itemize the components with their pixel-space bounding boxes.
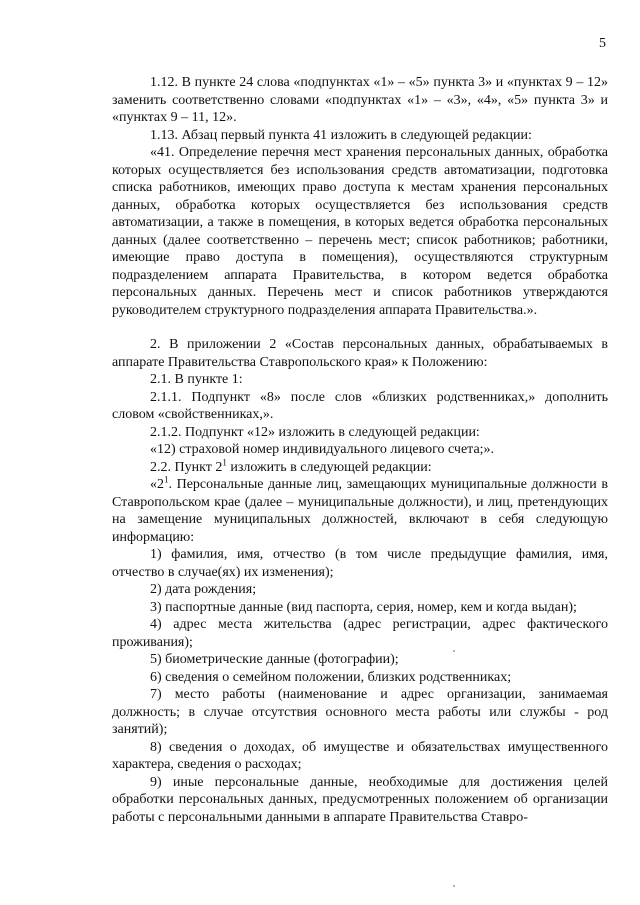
scan-speck [453, 650, 455, 652]
list-item-9: 9) иные персональные данные, необходимые для достижения целей обработки персональных данных, предусмотренных положением об организации работы с персональными данными в аппарате Правительства Ставро- [112, 774, 608, 825]
paragraph-2-1-1: 2.1.1. Подпункт «8» после слов «близких родственниках,» дополнить словом «свойственниках,». [112, 389, 608, 422]
paragraph-2-1: 2.1. В пункте 1: [150, 372, 243, 387]
paragraph-1-12: 1.12. В пункте 24 слова «подпунктах «1» – «5» пункта 3» и «пунктах 9 – 12» заменить соответственно словами «подпунктах «1» – «3», «4», «5» пункта 3» и «пунктах 9 – 11, 12». [112, 75, 608, 125]
paragraph-12-quote: «12) страховой номер индивидуального лицевого счета;». [150, 442, 495, 457]
list-item-3: 3) паспортные данные (вид паспорта, серия, номер, кем и когда выдан); [150, 599, 577, 615]
scan-speck [453, 885, 455, 887]
list-item-8: 8) сведения о доходах, об имуществе и обязательствах имущественного характера, сведения о расходах; [112, 739, 608, 772]
list-item-4: 4) адрес места жительства (адрес регистрации, адрес фактического проживания); [112, 617, 608, 650]
paragraph-2-2: 2.2. Пункт $2^1$ изложить в следующей редакции: [150, 456, 432, 475]
list-item-6: 6) сведения о семейном положении, близких родственниках; [150, 669, 512, 685]
paragraph-2: 2. В приложении 2 «Состав персональных данных, обрабатываемых в аппарате Правительства Ставропольского края» к Положению: [112, 337, 608, 370]
list-item-1: 1) фамилия, имя, отчество (в том числе предыдущие фамилия, имя, отчество в случае(ях) их изменения); [112, 547, 608, 580]
document-body [112, 74, 608, 826]
list-item-7: 7) место работы (наименование и адрес организации, занимаемая должность; в случае отсутствия основного места работы или службы - род занятий); [112, 687, 608, 737]
paragraph-2-1-quote: «$2^1$. Персональные данные лиц, замещающих муниципальные должности в Ставропольском крае (далее – муниципальные должности), и лиц, претендующих на замещение муниципальных должностей, включают в себя следующую информацию: [112, 474, 608, 545]
page-number: 5 [599, 36, 606, 51]
paragraph-41-quote: «41. Определение перечня мест хранения персональных данных, обработка которых осуществляется без использования средств автоматизации, подготовка списка работников, имеющих право доступа к местам хранения персональных данных, обработка которых осуществляется без использования средств автоматизации, а также в помещения, в которых ведется обработка персональных данных (далее соответственно – перечень мест; список работников; работники, имеющие право доступа в помещения), осуществляются структурным подразделением аппарата Правительства, в котором ведется обработка персональных данных. Перечень мест и список работников утверждаются руководителем структурного подразделения аппарата Правительства.». [112, 145, 608, 318]
list-item-2: 2) дата рождения; [150, 582, 257, 597]
paragraph-1-13: 1.13. Абзац первый пункта 41 изложить в следующей редакции: [150, 127, 532, 143]
list-item-5: 5) биометрические данные (фотографии); [150, 652, 399, 667]
paragraph-2-1-2: 2.1.2. Подпункт «12» изложить в следующей редакции: [150, 424, 480, 440]
